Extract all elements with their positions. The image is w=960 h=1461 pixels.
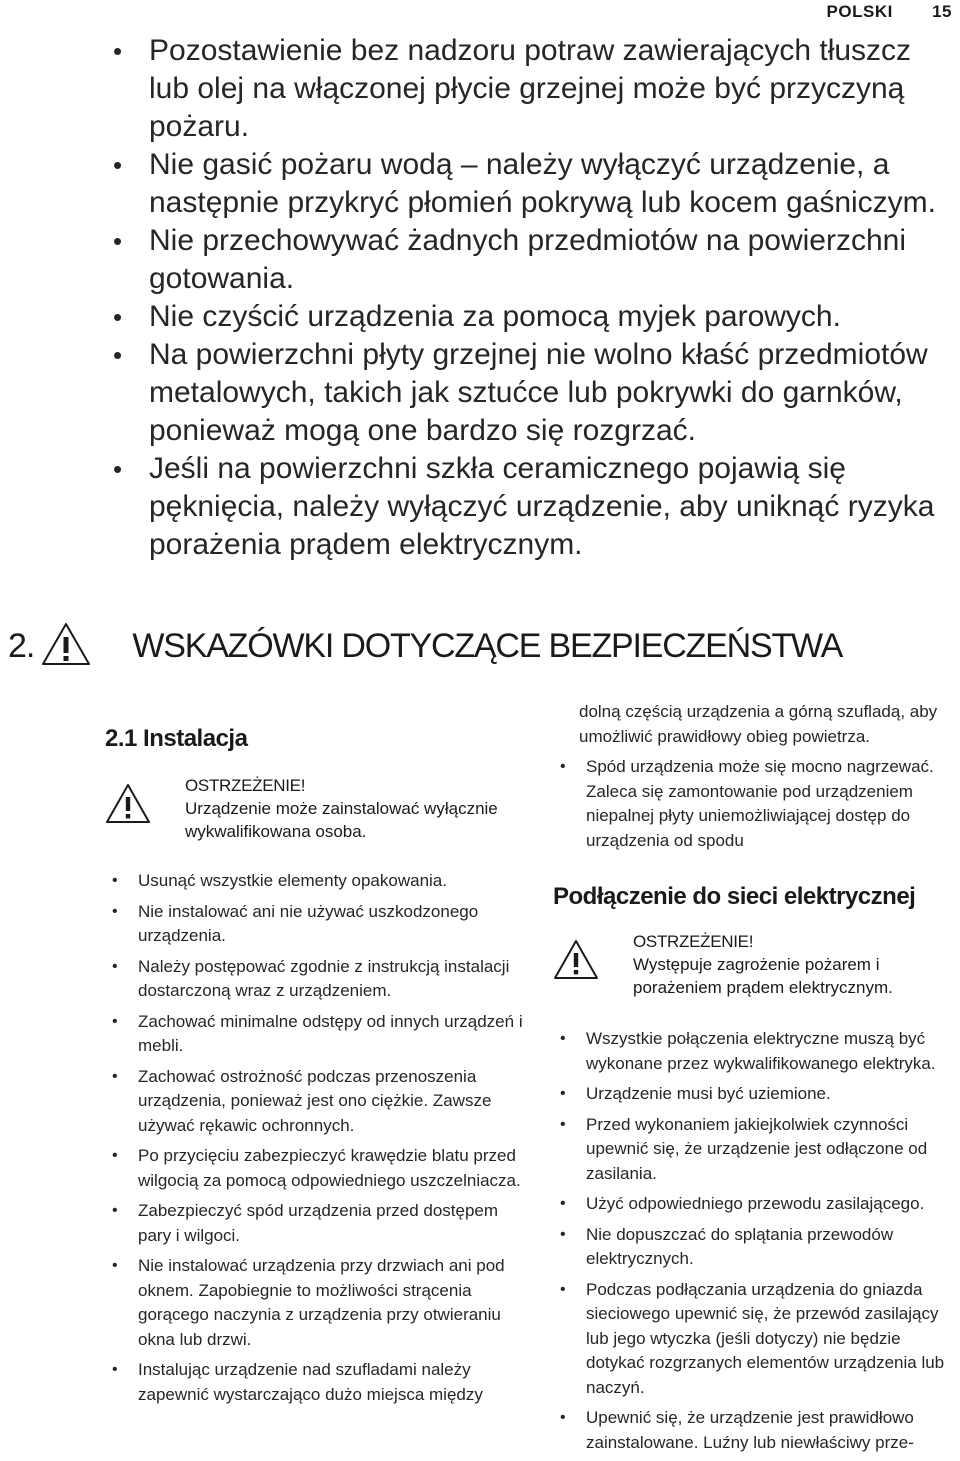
bullet-icon: • <box>560 1030 566 1047</box>
warning-triangle-icon <box>105 783 151 830</box>
continuation-text: dolną częścią urządzenia a górną szufladą, aby umożliwić prawidłowy obieg powietrza. <box>579 702 938 746</box>
list-item: • Nie czyścić urządzenia za pomocą myjek parowych. <box>105 298 955 336</box>
continuation-list <box>553 755 958 853</box>
warning-text: Urządzenie może zainstalować wyłącznie wykwalifikowana osoba. <box>185 799 498 841</box>
warning-triangle-icon <box>40 621 92 672</box>
list-item: • Zachować ostrożność podczas przenoszenia urządzenia, ponieważ jest ono ciężkie. Zawsze używać rękawic ochronnych. <box>112 1066 492 1135</box>
bullet-icon: • <box>113 36 123 66</box>
installation-warning <box>105 775 525 843</box>
list-item: • Nie instalować ani nie używać uszkodzonego urządzenia. <box>112 901 479 945</box>
bullet-icon: • <box>113 454 123 484</box>
bullet-icon: • <box>560 1085 566 1102</box>
list-item: • Użyć odpowiedniego przewodu zasilającego. <box>553 1192 958 1217</box>
electrical-list <box>553 1027 958 1455</box>
warning-text: Występuje zagrożenie pożarem i porażeniem prądem elektrycznym. <box>633 955 893 997</box>
list-item: • Podczas podłączania urządzenia do gniazda sieciowego upewnić się, że przewód zasilający lub jego wtyczka (jeśli dotyczy) nie będzie dotykać rozgrzanych elementów urządzenia lub naczyń. <box>560 1279 945 1397</box>
bullet-icon: • <box>112 957 118 975</box>
page-number: 15 <box>932 2 952 21</box>
warning-title: OSTRZEŻENIE! <box>633 932 754 951</box>
bullet-icon: • <box>112 1257 118 1274</box>
list-item: • Przed wykonaniem jakiejkolwiek czynności upewnić się, że urządzenie jest odłączone od zasilania. <box>560 1114 928 1183</box>
bullet-icon: • <box>113 302 123 332</box>
bullet-icon: • <box>112 1067 118 1085</box>
bullet-icon: • <box>112 1202 118 1219</box>
bullet-icon: • <box>112 1012 118 1030</box>
installation-heading: 2.1 Instalacja <box>105 725 248 752</box>
bullet-icon: • <box>560 758 566 775</box>
section-heading <box>8 616 842 676</box>
list-item: • Urządzenie musi być uziemione. <box>553 1082 958 1107</box>
bullet-icon: • <box>112 902 118 920</box>
section-number: 2. <box>8 626 35 665</box>
installation-list <box>105 869 525 1407</box>
electrical-heading: Podłączenie do sieci elektrycznej <box>553 883 916 910</box>
section-title: WSKAZÓWKI DOTYCZĄCE BEZPIECZEŃSTWA <box>132 626 843 665</box>
list-item: • Na powierzchni płyty grzejnej nie wolno kłaść przedmiotów metalowych, takich jak sztućce lub pokrywki do garnków, ponieważ mogą one bardzo się rozgrzać. <box>113 338 928 447</box>
warning-title: OSTRZEŻENIE! <box>185 776 306 795</box>
bullet-icon: • <box>560 1280 566 1298</box>
list-item: • Instalując urządzenie nad szufladami należy zapewnić wystarczająco dużo miejsca między <box>112 1360 483 1404</box>
top-safety-list <box>105 32 955 564</box>
list-item: • Upewnić się, że urządzenie jest prawidłowo zainstalowane. Luźny lub niewłaściwy prze- <box>560 1408 914 1452</box>
bullet-icon: • <box>112 1147 118 1164</box>
list-item: • Nie gasić pożaru wodą – należy wyłączyć urządzenie, a następnie przykryć płomień pokrywą lub kocem gaśniczym. <box>113 148 936 219</box>
list-item: • Nie przechowywać żadnych przedmiotów na powierzchni gotowania. <box>113 224 907 295</box>
list-item: • Po przycięciu zabezpieczyć krawędzie blatu przed wilgocią za pomocą odpowiedniego uszczelniacza. <box>112 1146 521 1190</box>
right-column <box>553 700 958 1461</box>
list-item: • Zabezpieczyć spód urządzenia przed dostępem pary i wilgoci. <box>112 1201 499 1245</box>
installation-column <box>105 725 525 1413</box>
list-item: • Nie dopuszczać do splątania przewodów elektrycznych. <box>560 1224 894 1268</box>
language-label: POLSKI <box>826 2 893 21</box>
bullet-icon: • <box>112 872 118 889</box>
list-item: • Nie instalować urządzenia przy drzwiach ani pod oknem. Zapobiegnie to możliwości strącenia gorącego naczynia z urządzenia przy otwieraniu okna lub drzwi. <box>112 1256 505 1349</box>
electrical-warning <box>553 931 958 999</box>
bullet-icon: • <box>560 1195 566 1212</box>
bullet-icon: • <box>560 1115 566 1133</box>
page-header <box>827 2 952 22</box>
list-item: • Należy postępować zgodnie z instrukcją instalacji dostarczoną wraz z urządzeniem. <box>112 956 510 1000</box>
list-item: • Wszystkie połączenia elektryczne muszą być wykonane przez wykwalifikowanego elektryka. <box>560 1029 936 1073</box>
bullet-icon: • <box>113 226 123 256</box>
bullet-icon: • <box>560 1409 566 1426</box>
list-item: • Usunąć wszystkie elementy opakowania. <box>105 869 525 894</box>
list-item: • Zachować minimalne odstępy od innych urządzeń i mebli. <box>112 1011 523 1055</box>
bullet-icon: • <box>113 150 123 180</box>
list-item: • Jeśli na powierzchni szkła ceramicznego pojawią się pęknięcia, należy wyłączyć urządzenie, aby uniknąć ryzyka porażenia prądem elektrycznym. <box>113 452 935 561</box>
list-item: • Spód urządzenia może się mocno nagrzewać. Zaleca się zamontowanie pod urządzeniem niepalnej płyty uniemożliwiającej dostęp do urządzenia od spodu <box>560 757 934 850</box>
warning-triangle-icon <box>553 939 599 986</box>
bullet-icon: • <box>112 1361 118 1378</box>
list-item: • Pozostawienie bez nadzoru potraw zawierających tłuszcz lub olej na włączonej płycie grzejnej może być przyczyną pożaru. <box>113 34 912 143</box>
bullet-icon: • <box>560 1225 566 1243</box>
bullet-icon: • <box>113 340 123 370</box>
